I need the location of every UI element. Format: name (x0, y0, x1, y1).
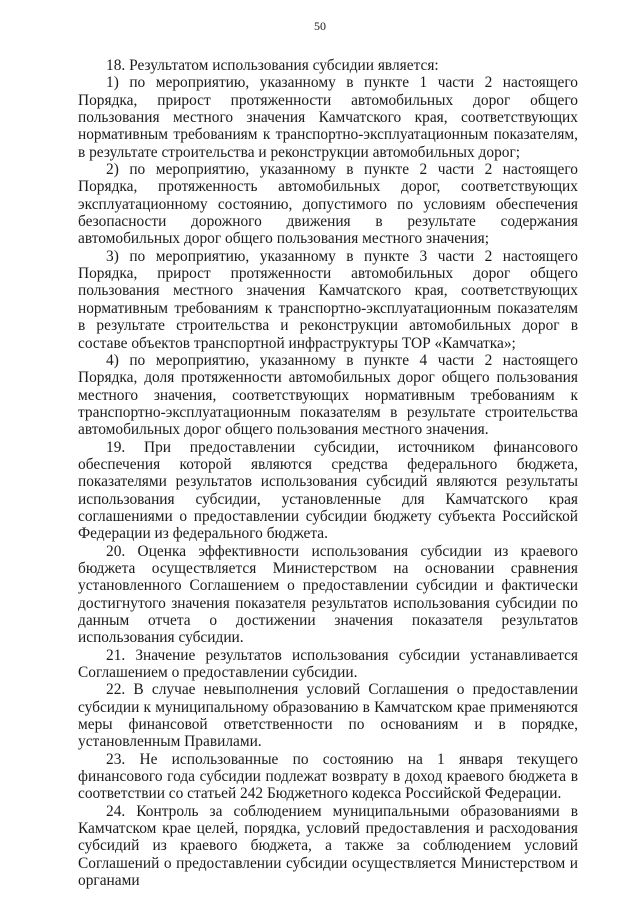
paragraph-22: 22. В случае невыполнения условий Соглашения о предоставлении субсидии к муниципальному образованию в Камчатском крае применяются меры финансовой ответственности по основаниям и в порядке, установленным Правилами. (78, 681, 578, 751)
paragraph-21: 21. Значение результатов использования субсидии устанавливается Соглашением о предоставлении субсидии. (78, 646, 578, 682)
paragraph-23: 23. Не использованные по состоянию на 1 января текущего финансового года субсидии подлежат возврату в доход краевого бюджета в соответствии со статьей 242 Бюджетного кодекса Российской Федерации. (78, 750, 578, 803)
paragraph-18-item-4: 4) по мероприятию, указанному в пункте 4 части 2 настоящего Порядка, доля протяженности автомобильных дорог общего пользования местного значения, соответствующих нормативным требованиям к транспортно-эксплуатационным показателям в результате строительства автомобильных дорог общего пользования местного значения. (78, 351, 578, 439)
document-body (78, 57, 578, 890)
paragraph-24: 24. Контроль за соблюдением муниципальными образованиями в Камчатском крае целей, порядка, условий предоставления и расходования субсидий из краевого бюджета, а также за соблюдением условий Соглашений о предоставлении субсидии осуществляется Министерством и органами (78, 802, 578, 890)
paragraph-19: 19. При предоставлении субсидии, источником финансового обеспечения которой являются средства федерального бюджета, показателями результатов использования субсидий являются результаты использования субсидии, установленные для Камчатского края соглашениями о предоставлении субсидии бюджету субъекта Российской Федерации из федерального бюджета. (78, 438, 578, 543)
paragraph-20: 20. Оценка эффективности использования субсидии из краевого бюджета осуществляется Министерством на основании сравнения установленного Соглашением о предоставлении субсидии и фактически достигнутого значения показателя результатов использования субсидии по данным отчета о достижении значения показателя результатов использования субсидии. (78, 542, 578, 647)
paragraph-18-item-3: 3) по мероприятию, указанному в пункте 3 части 2 настоящего Порядка, прирост протяженности автомобильных дорог общего пользования местного значения Камчатского края, соответствующих нормативным требованиям к транспортно-эксплуатационным показателям в результате строительства и реконструкции автомобильных дорог в составе объектов транспортной инфраструктуры ТОР «Камчатка»; (78, 247, 578, 352)
paragraph-18: 18. Результатом использования субсидии является: (106, 57, 439, 74)
paragraph-18-item-2: 2) по мероприятию, указанному в пункте 2 части 2 настоящего Порядка, протяженность автомобильных дорог, соответствующих эксплуатационному состоянию, допустимого по условиям обеспечения безопасности дорожного движения в результате содержания автомобильных дорог общего пользования местного значения; (78, 161, 578, 248)
page-number: 50 (314, 19, 326, 33)
paragraph-18-item-1: 1) по мероприятию, указанному в пункте 1 части 2 настоящего Порядка, прирост протяженности автомобильных дорог общего пользования местного значения Камчатского края, соответствующих нормативным требованиям к транспортно-эксплуатационным показателям, в результате строительства и реконструкции автомобильных дорог; (78, 74, 578, 161)
